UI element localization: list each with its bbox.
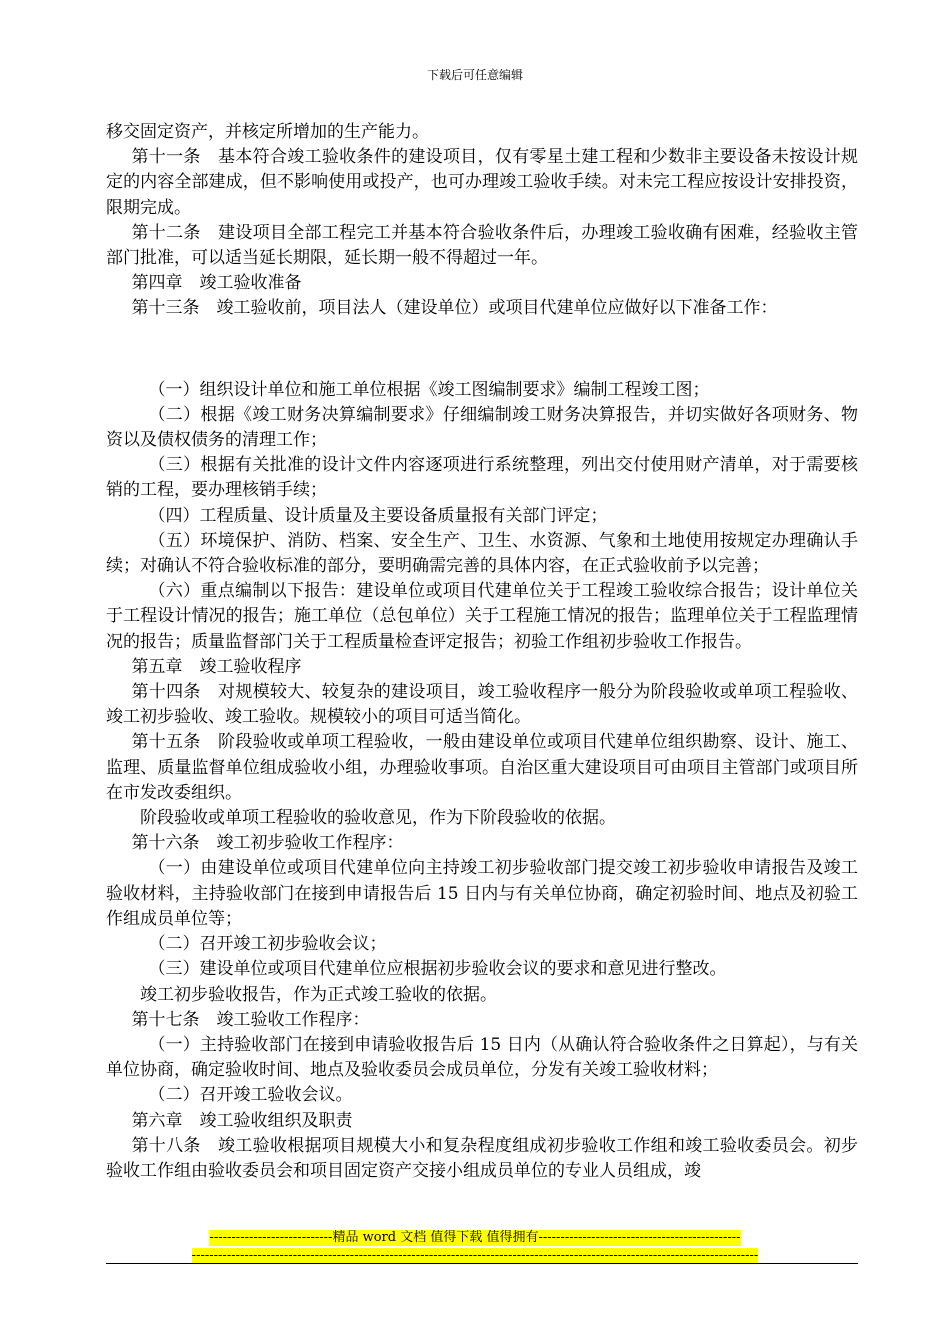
paragraph: 第十六条 竣工初步验收工作程序： <box>131 833 404 854</box>
paragraph: （三）根据有关批准的设计文件内容逐项进行系统整理，列出交付使用财产清单，对于需要核销的工程，要办理核销手续； <box>106 455 858 501</box>
paragraph: 第十二条 建设项目全部工程完工并基本符合验收条件后，办理竣工验收确有困难，经验收主管部门批准，可以适当延长期限，延长期一般不得超过一年。 <box>106 222 858 269</box>
page-footer <box>0 1230 950 1264</box>
page-header: 下载后可任意编辑 <box>426 68 523 82</box>
paragraph: （四）工程质量、设计质量及主要设备质量报有关部门评定； <box>148 505 608 526</box>
paragraph: 第四章 竣工验收准备 <box>131 273 302 294</box>
paragraph: 竣工初步验收报告，作为正式竣工验收的依据。 <box>140 984 497 1005</box>
paragraph: 第十一条 基本符合竣工验收条件的建设项目，仅有零星土建工程和少数非主要设备未按设计规定的内容全部建成，但不影响使用或投产，也可办理竣工验收手续。对未完工程应按设计安排投资，限期完成。 <box>106 147 858 218</box>
paragraph: 第十七条 竣工验收工作程序： <box>131 1009 370 1030</box>
paragraph: （六）重点编制以下报告：建设单位或项目代建单位关于工程竣工验收综合报告；设计单位关于工程设计情况的报告；施工单位（总包单位）关于工程施工情况的报告；监理单位关于工程监理情况的报告；质量监督部门关于工程质量检查评定报告；初验工作组初步验收工作报告。 <box>106 581 858 652</box>
paragraph: 第五章 竣工验收程序 <box>131 656 302 677</box>
paragraph: （一）组织设计单位和施工单位根据《竣工图编制要求》编制工程竣工图； <box>148 379 710 400</box>
paragraph: （二）召开竣工验收会议。 <box>148 1085 353 1106</box>
paragraph: 移交固定资产，并核定所增加的生产能力。 <box>106 122 429 142</box>
footer-banner-line-1: ----------------------------精品 word 文档 值得下载 值得拥有---------------------------------------------- <box>209 1230 741 1245</box>
paragraph: 第十五条 阶段验收或单项工程验收，一般由建设单位或项目代建单位组织勘察、设计、施工、监理、质量监督单位组成验收小组，办理验收事项。自治区重大建设项目可由项目主管部门或项目所在市发改委组织。 <box>106 732 858 803</box>
paragraph: 阶段验收或单项工程验收的验收意见，作为下阶段验收的依据。 <box>140 808 616 829</box>
footer-banner-line-2: --------------------------------------------------------------------------------------------------------------------------------- <box>191 1248 759 1263</box>
paragraph: （五）环境保护、消防、档案、安全生产、卫生、水资源、气象和土地使用按规定办理确认手续；对确认不符合验收标准的部分，要明确需完善的具体内容，在正式验收前予以完善； <box>106 530 858 577</box>
paragraph: （一）主持验收部门在接到申请验收报告后 15 日内（从确认符合验收条件之日算起），与有关单位协商，确定验收时间、地点及验收委员会成员单位，分发有关竣工验收材料； <box>106 1034 858 1081</box>
paragraph: （三）建设单位或项目代建单位应根据初步验收会议的要求和意见进行整改。 <box>148 959 727 980</box>
footer-divider <box>106 1263 858 1264</box>
paragraph: 第十八条 竣工验收根据项目规模大小和复杂程度组成初步验收工作组和竣工验收委员会。初步验收工作组由验收委员会和项目固定资产交接小组成员单位的专业人员组成，竣 <box>106 1135 858 1181</box>
paragraph: （二）召开竣工初步验收会议； <box>148 934 387 955</box>
paragraph <box>106 339 858 361</box>
document-body <box>106 120 858 1184</box>
paragraph: 第十三条 竣工验收前，项目法人（建设单位）或项目代建单位应做好以下准备工作： <box>131 298 778 319</box>
paragraph: （一）由建设单位或项目代建单位向主持竣工初步验收部门提交竣工初步验收申请报告及竣工验收材料，主持验收部门在接到申请报告后 15 日内与有关单位协商，确定初验时间、地点及初验工作组成员单位等； <box>106 858 858 929</box>
paragraph: 第十四条 对规模较大、较复杂的建设项目，竣工验收程序一般分为阶段验收或单项工程验收、竣工初步验收、竣工验收。规模较小的项目可适当简化。 <box>106 682 858 728</box>
paragraph: 第六章 竣工验收组织及职责 <box>131 1110 353 1131</box>
paragraph: （二）根据《竣工财务决算编制要求》仔细编制竣工财务决算报告，并切实做好各项财务、物资以及债权债务的清理工作； <box>106 404 858 451</box>
